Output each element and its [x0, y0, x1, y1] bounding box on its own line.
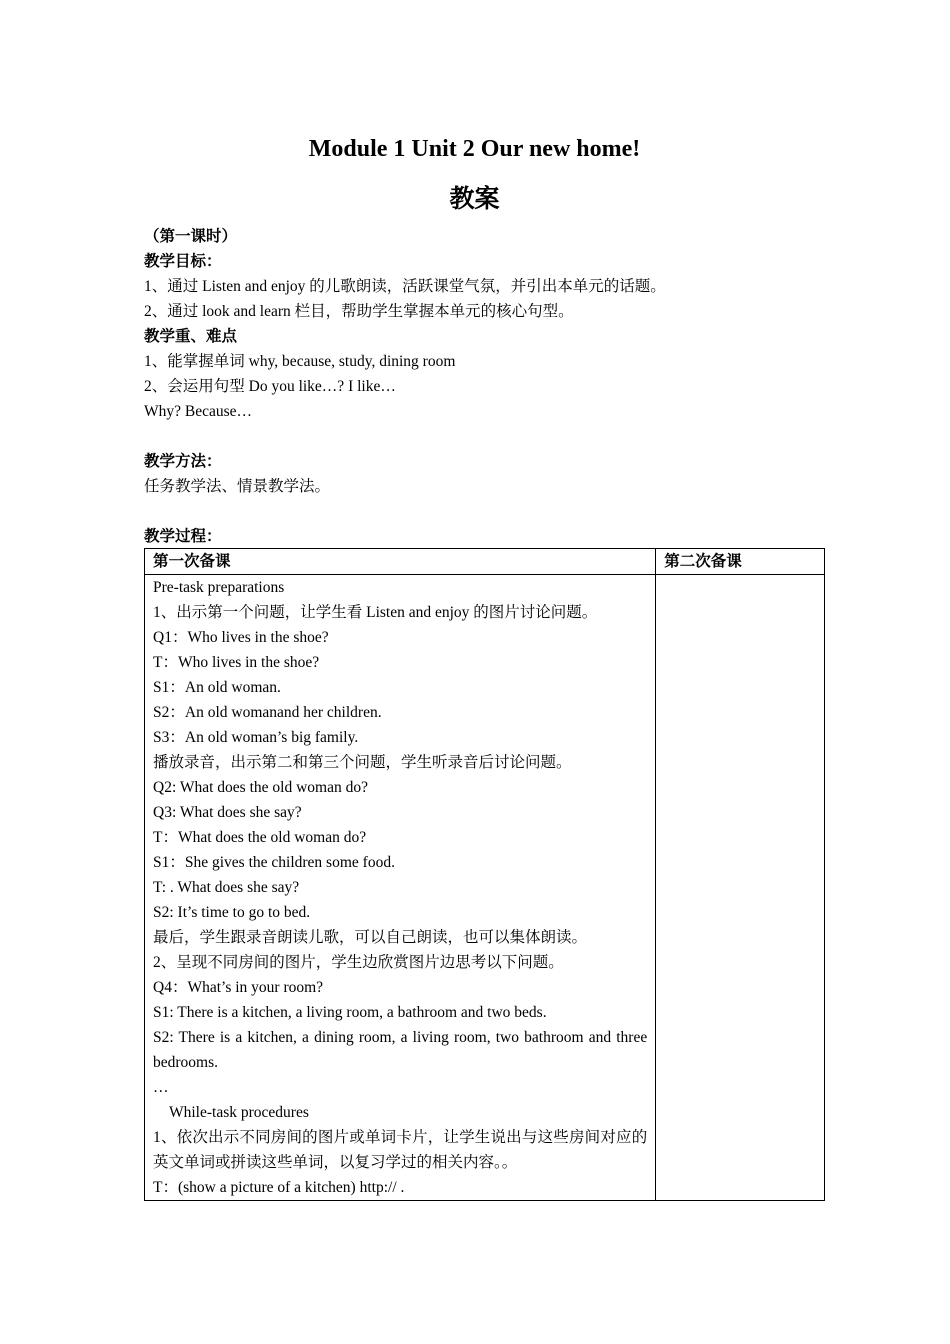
plan-line: S3：An old woman’s big family.	[153, 729, 359, 746]
objective-item: 2、通过 look and learn 栏目，帮助学生掌握本单元的核心句型。	[144, 303, 574, 320]
lesson-info	[144, 224, 825, 549]
header-second-prep: 第二次备课	[656, 549, 825, 575]
plan-line: S2：An old womanand her children.	[153, 704, 382, 721]
plan-line: T：What does the old woman do?	[153, 829, 367, 846]
plan-line: T: . What does she say?	[153, 879, 300, 896]
lesson-period: （第一课时）	[144, 228, 238, 245]
plan-line: S1: There is a kitchen, a living room, a bathroom and two beds.	[153, 1004, 547, 1021]
key-point-item: Why? Because…	[144, 403, 253, 420]
process-heading: 教学过程：	[144, 528, 222, 545]
objective-item: 1、通过 Listen and enjoy 的儿歌朗读，活跃课堂气氛，并引出本单元的话题。	[144, 278, 666, 295]
plan-line: S1：She gives the children some food.	[153, 854, 395, 871]
lesson-plan-table	[144, 548, 825, 1201]
plan-line: T：Who lives in the shoe?	[153, 654, 320, 671]
document-subtitle: 教案	[449, 186, 500, 213]
plan-line: Q3: What does she say?	[153, 804, 302, 821]
key-point-item: 1、能掌握单词 why, because, study, dining room	[144, 353, 456, 370]
plan-line: Q1：Who lives in the shoe?	[153, 629, 329, 646]
objectives-heading: 教学目标：	[144, 253, 222, 270]
plan-line: Q4：What’s in your room?	[153, 979, 324, 996]
spacer	[144, 424, 825, 449]
plan-line: …	[153, 1079, 169, 1096]
key-points-heading: 教学重、难点	[144, 328, 238, 345]
plan-line: T：(show a picture of a kitchen) http:// .	[153, 1179, 405, 1196]
plan-line: 播放录音，出示第二和第三个问题，学生听录音后讨论问题。	[153, 754, 572, 771]
header-first-prep: 第一次备课	[145, 549, 656, 575]
methods-heading: 教学方法：	[144, 453, 222, 470]
first-prep-cell	[145, 575, 656, 1201]
second-prep-cell	[656, 575, 825, 1201]
plan-line: S2: There is a kitchen, a dining room, a living room, two bathroom and three bedrooms.	[153, 1029, 648, 1071]
plan-line: While-task procedures	[169, 1104, 309, 1121]
plan-line: 1、出示第一个问题，让学生看 Listen and enjoy 的图片讨论问题。	[153, 604, 598, 621]
plan-line: Q2: What does the old woman do?	[153, 779, 368, 796]
plan-line: 2、呈现不同房间的图片，学生边欣赏图片边思考以下问题。	[153, 954, 564, 971]
spacer	[144, 499, 825, 524]
table-row	[145, 575, 825, 1201]
plan-line: 最后，学生跟录音朗读儿歌，可以自己朗读，也可以集体朗读。	[153, 929, 588, 946]
table-header-row	[145, 549, 825, 575]
plan-line: 1、依次出示不同房间的图片或单词卡片，让学生说出与这些房间对应的英文单词或拼读这些单词，以复习学过的相关内容。。	[153, 1129, 648, 1171]
methods-text: 任务教学法、情景教学法。	[144, 478, 331, 495]
plan-line: Pre-task preparations	[153, 579, 285, 596]
plan-line: S2: It’s time to go to bed.	[153, 904, 311, 921]
key-point-item: 2、会运用句型 Do you like…? I like…	[144, 378, 396, 395]
document-title: Module 1 Unit 2 Our new home!	[308, 136, 641, 162]
plan-line: S1：An old woman.	[153, 679, 281, 696]
